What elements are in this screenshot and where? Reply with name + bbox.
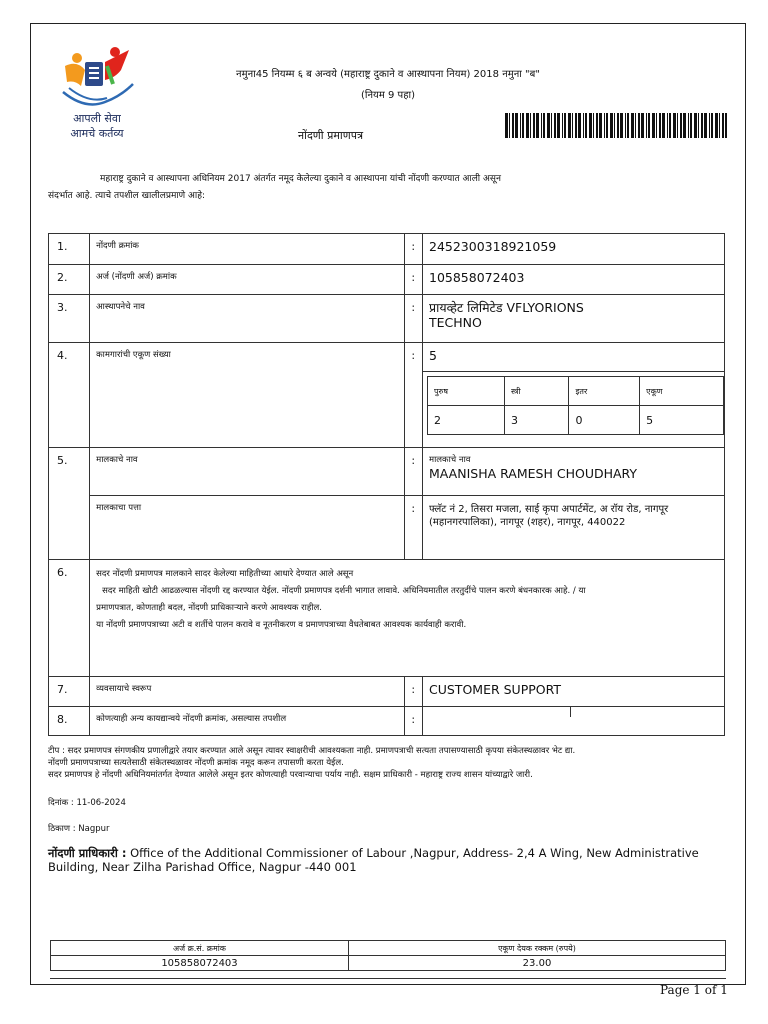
male-count: 2 — [428, 406, 505, 435]
issue-date: 11-06-2024 — [76, 798, 126, 808]
place-line: ठिकाण : Nagpur — [48, 824, 110, 834]
application-number: 105858072403 — [423, 265, 725, 295]
colon: : — [404, 677, 422, 707]
colon: : — [404, 707, 422, 736]
table-row — [49, 295, 725, 343]
row-number: 5. — [49, 448, 90, 560]
colon: : — [404, 234, 422, 265]
fee-table — [50, 940, 726, 971]
colon: : — [404, 295, 422, 343]
registration-number: 2452300318921059 — [423, 234, 725, 265]
details-table — [48, 233, 725, 736]
note-line3: सदर प्रमाणपत्र हे नोंदणी अधिनियमांतर्गत देण्यात आलेले असून इतर कोणत्याही परवान्याचा पर्याय नाही. सक्षम प्राधिकारी - महाराष्ट्र राज्य शासन यांच्याद्वारे जारी. — [48, 770, 533, 780]
table-row — [49, 448, 725, 496]
table-row — [49, 265, 725, 295]
female-count: 3 — [504, 406, 569, 435]
row-label: मालकाचे नाव — [90, 448, 404, 496]
colon: : — [404, 343, 422, 448]
colon: : — [404, 448, 422, 496]
table-row — [49, 343, 725, 448]
total-count: 5 — [640, 406, 724, 435]
logo-tagline-line1: आपली सेवा — [73, 112, 121, 125]
place-value: Nagpur — [78, 824, 110, 834]
note-line2: नोंदणी प्रमाणपत्राच्या सत्यतेसाठी संकेतस्थळावर नोंदणी क्रमांक नमूद करून तपासणी करता येईल. — [48, 758, 344, 768]
row-label: नोंदणी क्रमांक — [90, 234, 404, 265]
fee-table-header-2: एकूण देयक रक्कम (रुपये) — [349, 941, 726, 956]
note-text — [48, 745, 728, 781]
logo-tagline — [52, 111, 142, 141]
rule-reference: (नियम 9 पहा) — [360, 90, 416, 101]
fee-table-header-1: अर्ज क्र.सं. क्रमांक — [51, 941, 349, 956]
row-number: 1. — [49, 234, 90, 265]
registration-authority — [48, 846, 728, 874]
authority-label: नोंदणी प्राधिकारी : — [48, 846, 127, 860]
table-row — [49, 560, 725, 677]
date-label: दिनांक — [48, 798, 69, 808]
declaration-line4: या नोंदणी प्रमाणपत्राच्या अटी व शर्तीचे पालन करावे व नूतनीकरण व प्रमाणपत्राच्या वैधतेबाबत आवश्यक कार्यवाही करावी. — [96, 620, 467, 630]
fee-amount: 23.00 — [349, 956, 726, 971]
employer-address: फ्लॅट नं 2, तिसरा मजला, साई कृपा अपार्टमेंट, अ रॉय रोड, नागपूर (महानगरपालिका), नागपूर (शहर), नागपूर, 440022 — [423, 496, 725, 560]
page-number: Page 1 of 1 — [660, 983, 728, 997]
table-row — [49, 234, 725, 265]
employer-name-prefix: मालकाचे नाव — [429, 455, 471, 465]
row-number: 3. — [49, 295, 90, 343]
declaration-line2: सदर माहिती खोटी आढळल्यास नोंदणी रद्द करण्यात येईल. नोंदणी प्रमाणपत्र दर्शनी भागात लावावे. अधिनियमातील तरतुदींचे पालन करणे बंधनकारक आहे. / या — [102, 586, 586, 596]
fee-application-number: 105858072403 — [51, 956, 349, 971]
employer-name-cell — [423, 448, 725, 496]
intro-text — [48, 171, 728, 205]
row-number: 4. — [49, 343, 90, 448]
row-label: आस्थापनेचे नाव — [90, 295, 404, 343]
total-workers: 5 — [423, 343, 724, 372]
other-count: 0 — [569, 406, 640, 435]
authority-address: Office of the Additional Commissioner of Labour ,Nagpur, Address- 2,4 A Wing, New Administrative Building, Near Zilha Parishad Office, Nagpur -440 001 — [48, 846, 699, 874]
employer-name: MAANISHA RAMESH CHOUDHARY — [429, 466, 638, 481]
barcode — [505, 113, 727, 138]
worker-count-cell — [423, 343, 725, 448]
row-number: 2. — [49, 265, 90, 295]
table-row — [49, 496, 725, 560]
declaration-line1: सदर नोंदणी प्रमाणपत्र मालकाने सादर केलेल्या माहितीच्या आधारे देण्यात आले असून — [96, 569, 354, 579]
row-label: मालकाचा पत्ता — [90, 496, 404, 560]
other-header: इतर — [569, 377, 640, 406]
form-reference: नमुना45 नियम्म ६ ब अन्वये (महाराष्ट्र दुकाने व आस्थापना नियम) 2018 नमुना "ब" — [236, 69, 540, 80]
row-number: 7. — [49, 677, 90, 707]
colon: : — [404, 265, 422, 295]
text-cursor — [570, 706, 571, 717]
declaration-line3: प्रमाणपत्रात, कोणताही बदल, नोंदणी प्राधिकाऱ्याने करणे आवश्यक राहील. — [96, 603, 323, 613]
row-label: कोणत्याही अन्य कायद्यान्वये नोंदणी क्रमांक, असल्यास तपशील — [90, 707, 404, 736]
bottom-rule — [50, 978, 726, 979]
note-line1: टीप : सदर प्रमाणपत्र संगणकीय प्रणालीद्वारे तयार करण्यात आले असून त्यावर स्वाक्षरीची आवश्यकता नाही. प्रमाणपत्राची सत्यता तपासण्यासाठी कृपया संकेतस्थळावर भेट द्या. — [48, 746, 576, 756]
other-registration — [423, 707, 725, 736]
intro-line1: महाराष्ट्र दुकाने व आस्थापना अधिनियम 2017 अंतर्गत नमूद केलेल्या दुकाने व आस्थापना यांची नोंदणी करण्यात आली असून — [100, 174, 501, 184]
worker-breakdown-table — [427, 376, 724, 435]
business-nature: CUSTOMER SUPPORT — [423, 677, 725, 707]
row-number: 6. — [49, 560, 90, 677]
row-label: अर्ज (नोंदणी अर्ज) क्रमांक — [90, 265, 404, 295]
establishment-name-line1: प्रायव्हेट लिमिटेड VFLYORIONS — [429, 300, 584, 315]
establishment-name-line2: TECHNO — [429, 315, 482, 330]
total-header: एकूण — [640, 377, 724, 406]
certificate-title: नोंदणी प्रमाणपत्र — [298, 129, 364, 142]
male-header: पुरुष — [428, 377, 505, 406]
table-row — [49, 707, 725, 736]
row-label: कामगारांची एकूण संख्या — [90, 343, 404, 448]
date-line: दिनांक : 11-06-2024 — [48, 798, 126, 808]
logo-tagline-line2: आमचे कर्तव्य — [70, 127, 124, 140]
place-label: ठिकाण — [48, 824, 71, 834]
colon: : — [404, 496, 422, 560]
female-header: स्त्री — [504, 377, 569, 406]
row-number: 8. — [49, 707, 90, 736]
table-row — [49, 677, 725, 707]
declaration-text — [90, 560, 725, 677]
establishment-name — [423, 295, 725, 343]
intro-line2: संदर्भात आहे. त्याचे तपशील खालीलप्रमाणे आहे: — [48, 191, 206, 201]
row-label: व्यवसायाचे स्वरूप — [90, 677, 404, 707]
